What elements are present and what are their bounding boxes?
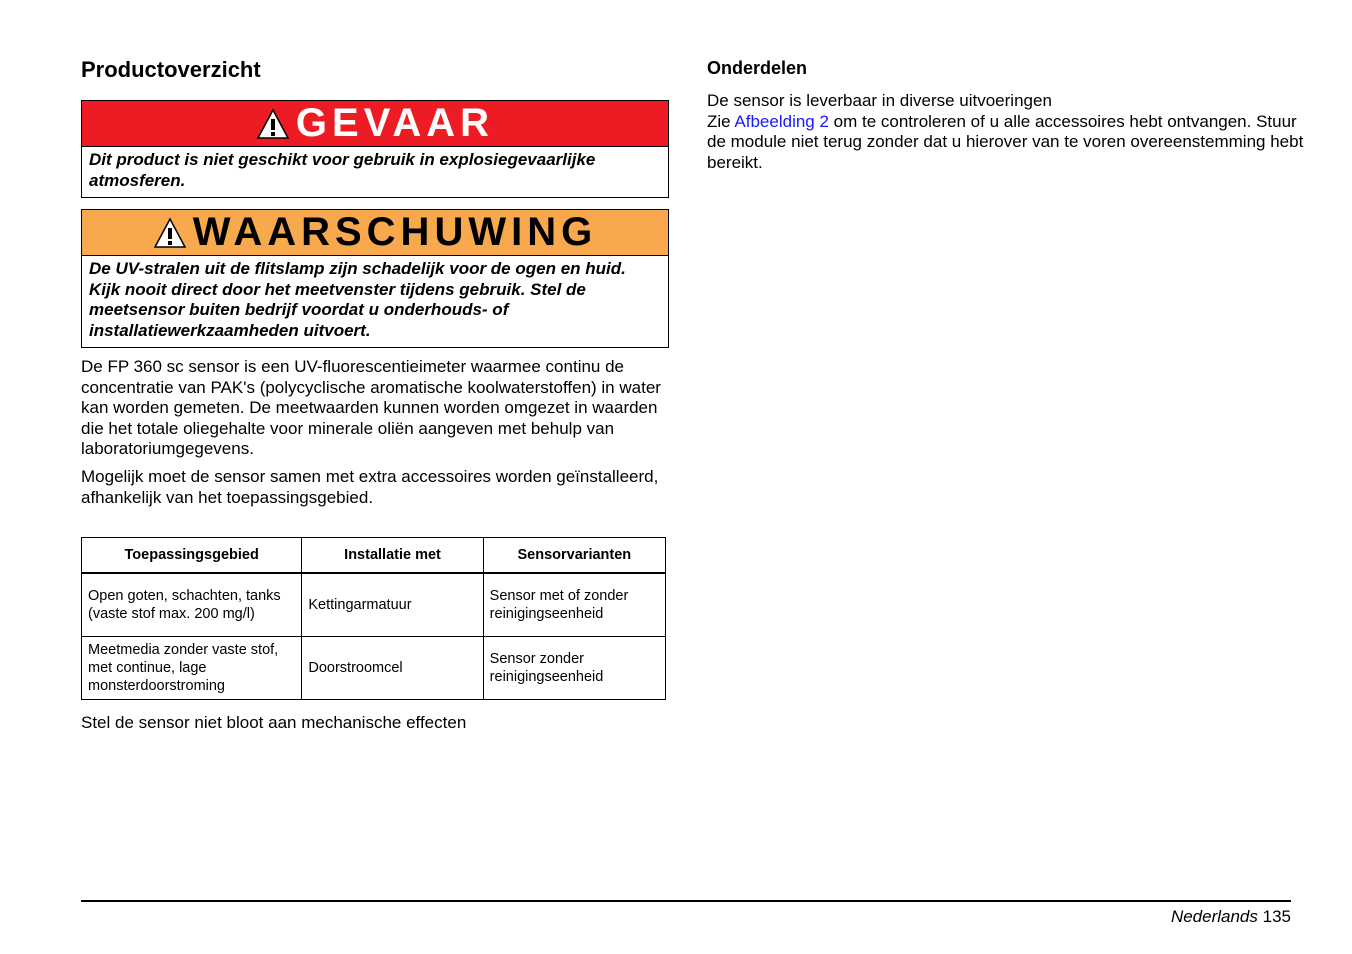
footer-divider — [81, 900, 1291, 902]
table-cell: Sensor zonder reinigingseenheid — [483, 637, 665, 700]
section-title-productoverzicht: Productoverzicht — [81, 57, 261, 82]
parts-paragraph — [707, 91, 1307, 173]
table-row — [82, 573, 666, 637]
warning-triangle-icon — [153, 217, 187, 249]
warning-band — [82, 210, 668, 256]
figure-2-link[interactable]: Afbeelding 2 — [734, 111, 829, 131]
parts-line-2-suffix: om te controleren of u alle accessoires hebt ontvangen. Stuur de module niet terug zonder dat u hierover van te voren overeenstemming hebt bereikt. — [707, 111, 1304, 172]
page-footer — [1171, 907, 1291, 927]
table-row — [82, 637, 666, 700]
warning-notice — [81, 209, 669, 348]
danger-message: Dit product is niet geschikt voor gebruik in explosiegevaarlijke atmosferen. — [89, 150, 596, 190]
intro-paragraph: De FP 360 sc sensor is een UV-fluorescentieimeter waarmee continu de concentratie van PAK's (polycyclische aromatische koolwaterstoffen) in water kan worden gemeten. De meetwaarden kunnen worden omgezet in waarden die het totale oliegehalte voor minerale oliën aangeven met behulp van laboratoriumgegevens. — [81, 357, 661, 458]
danger-band — [82, 101, 668, 147]
mechanical-note: Stel de sensor niet bloot aan mechanische effecten — [81, 713, 467, 732]
table-cell: Sensor met of zonder reinigingseenheid — [483, 573, 665, 637]
page-number: 135 — [1262, 907, 1291, 926]
section-title-onderdelen: Onderdelen — [707, 58, 808, 78]
application-table — [81, 537, 666, 700]
warning-triangle-icon — [256, 108, 290, 140]
warning-message: De UV-stralen uit de flitslamp zijn schadelijk voor de ogen en huid. Kijk nooit direct door het meetvenster tijdens gebruik. Stel de meetsensor buiten bedrijf voordat u onderhouds- of installatiewerkzaamheden uitvoert. — [89, 259, 626, 340]
danger-notice — [81, 100, 669, 198]
parts-line-1: De sensor is leverbaar in diverse uitvoeringen — [707, 91, 1052, 110]
accessories-paragraph: Mogelijk moet de sensor samen met extra accessoires worden geïnstalleerd, afhankelijk van het toepassingsgebied. — [81, 467, 659, 507]
danger-signal-word: GEVAAR — [295, 101, 495, 145]
column-header: Toepassingsgebied — [82, 538, 302, 574]
table-header-row — [82, 538, 666, 574]
table-cell: Doorstroomcel — [302, 637, 483, 700]
column-header: Sensorvarianten — [483, 538, 665, 574]
column-header: Installatie met — [302, 538, 483, 574]
table-cell: Kettingarmatuur — [302, 573, 483, 637]
footer-language: Nederlands — [1170, 907, 1258, 926]
table-cell: Open goten, schachten, tanks (vaste stof max. 200 mg/l) — [82, 573, 302, 637]
table-cell: Meetmedia zonder vaste stof, met continue, lage monsterdoorstroming — [82, 637, 302, 700]
parts-line-2-prefix: Zie — [707, 111, 735, 131]
warning-signal-word: WAARSCHUWING — [192, 210, 598, 254]
